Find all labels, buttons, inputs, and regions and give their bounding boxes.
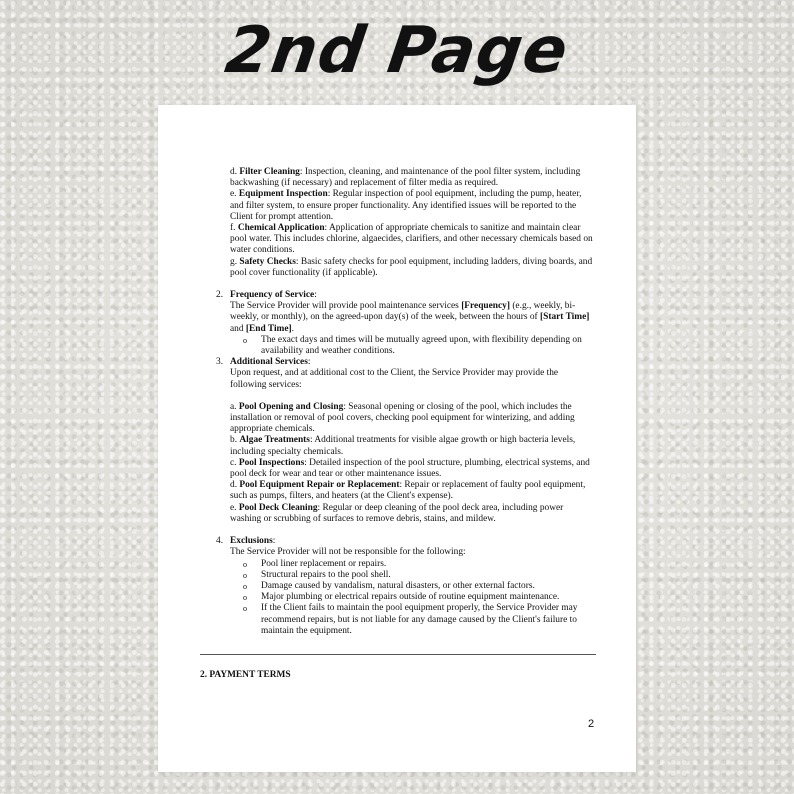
service-g: g. Safety Checks: Basic safety checks for pool equipment, including ladders, diving boards, and pool cover functionality (if applicable). (230, 256, 593, 278)
document-page (158, 105, 636, 772)
service-f: f. Chemical Application: Application of appropriate chemicals to sanitize and maintain clear pool water. This includes chlorine, algaecides, clarifiers, and other necessary chemicals based on water conditions. (230, 223, 593, 256)
frequency-heading: Frequency of Service: (230, 290, 317, 301)
bullet-icon: o (243, 335, 247, 345)
list-item: o Damage caused by vandalism, natural disasters, or other external factors. (243, 580, 535, 591)
service-e: e. Equipment Inspection: Regular inspection of pool equipment, including the pump, heater, and filter system, to ensure proper functionality. Any identified issues will be reported to the Client for prompt attention. (230, 189, 582, 222)
bullet-icon: o (243, 581, 247, 591)
frequency-section (216, 290, 596, 357)
exclusions-heading: Exclusions: (230, 536, 276, 547)
list-item: o The exact days and times will be mutually agreed upon, with flexibility depending on availability and weather conditions. (243, 334, 582, 357)
item-number: 2. (216, 290, 224, 301)
additional-b: b. Algae Treatments: Additional treatments for visible algae growth or high bacteria levels, including specialty chemicals. (230, 435, 576, 457)
additional-services-intro: Upon request, and at additional cost to the Client, the Service Provider may provide the following services: (230, 368, 559, 390)
additional-c: c. Pool Inspections: Detailed inspection of the pool structure, plumbing, electrical systems, and pool deck for wear and tear or other maintenance issues. (230, 457, 590, 480)
page-headline: 2nd Page (221, 14, 573, 88)
additional-e: e. Pool Deck Cleaning: Regular or deep cleaning of the pool deck area, including power washing or scrubbing of surfaces to remove debris, stains, and mildew. (230, 502, 564, 524)
item-number: 4. (216, 536, 224, 547)
additional-services-section (216, 357, 596, 391)
additional-d: d. Pool Equipment Repair or Replacement: Repair or replacement of faulty pool equipment, such as pumps, filters, and heaters (at the Client's expense). (230, 480, 586, 502)
list-item: o Major plumbing or electrical repairs outside of routine equipment maintenance. (243, 592, 560, 603)
frequency-text: The Service Provider will provide pool maintenance services [Frequency] (e.g., weekly, bi-weekly, or monthly), on the agreed-upon day(s) of the week, between the hours of [Start Time] and [End Time]. (230, 301, 590, 334)
list-item: o Structural repairs to the pool shell. (243, 569, 391, 580)
document-body (216, 167, 596, 637)
bullet-icon: o (243, 570, 247, 580)
section-heading: 2. PAYMENT TERMS (200, 670, 291, 680)
bullet-icon: o (243, 593, 247, 603)
additional-a: a. Pool Opening and Closing: Seasonal opening or closing of the pool, which includes the installation or removal of pool covers, checking pool equipment for winterizing, and adding appropriate chemicals. (230, 401, 575, 435)
list-item: o Pool liner replacement or repairs. (243, 558, 387, 569)
section-divider (200, 654, 596, 655)
bullet-icon: o (243, 604, 247, 614)
list-item: o If the Client fails to maintain the pool equipment properly, the Service Provider may recommend repairs, but is not liable for any damage caused by the Client's failure to maintain the equipment. (243, 603, 578, 636)
exclusions-section (216, 536, 596, 637)
item-number: 3. (216, 357, 224, 368)
bullet-icon: o (243, 559, 247, 569)
page-number: 2 (588, 718, 595, 730)
service-d: d. Filter Cleaning: Inspection, cleaning, and maintenance of the pool filter system, including backwashing (if necessary) and replacement of filter media as required. (230, 167, 581, 189)
exclusions-intro: The Service Provider will not be responsible for the following: (230, 547, 466, 558)
additional-services-heading: Additional Services: (230, 357, 311, 368)
